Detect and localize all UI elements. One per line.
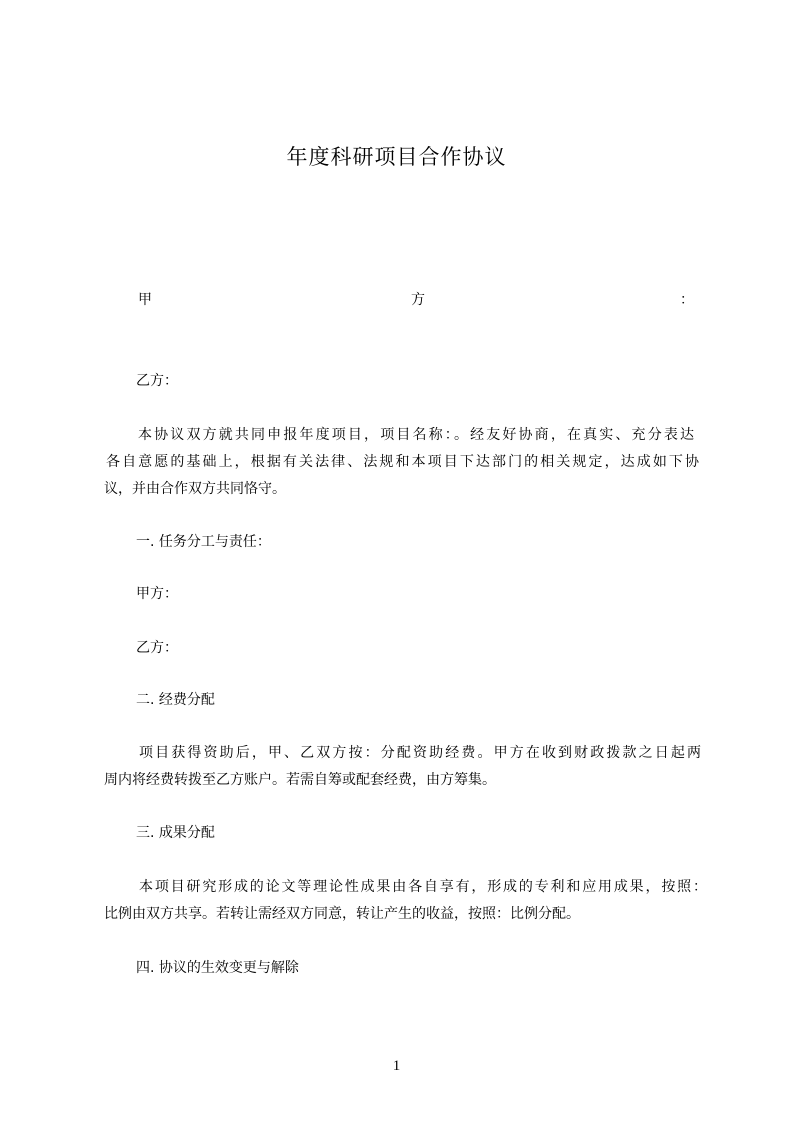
section-1-party-a: 甲方： bbox=[136, 586, 178, 602]
section-2-line-2: 周内将经费转拨至乙方账户。若需自筹或配套经费，由方筹集。 bbox=[104, 772, 496, 788]
section-3-line-1: 本项目研究形成的论文等理论性成果由各自享有，形成的专利和应用成果，按照： bbox=[139, 879, 707, 895]
party-a-char-1: 甲 bbox=[138, 292, 152, 308]
party-a-colon: ： bbox=[680, 292, 694, 308]
section-1-heading: 一. 任务分工与责任： bbox=[136, 534, 271, 550]
party-b-label: 乙方： bbox=[136, 373, 178, 389]
section-3-heading: 三. 成果分配 bbox=[136, 825, 215, 841]
section-3-line-2: 比例由双方共享。若转让需经双方同意，转让产生的收益，按照：比例分配。 bbox=[104, 906, 580, 922]
intro-line-2: 各自意愿的基础上，根据有关法律、法规和本项目下达部门的相关规定，达成如下协 bbox=[106, 454, 699, 470]
section-4-heading: 四. 协议的生效变更与解除 bbox=[136, 960, 299, 976]
page-number: 1 bbox=[392, 1058, 401, 1074]
intro-line-1: 本协议双方就共同申报年度项目，项目名称：。经友好协商，在真实、充分表达 bbox=[138, 427, 694, 443]
section-2-line-1: 项目获得资助后，甲、乙双方按：分配资助经费。甲方在收到财政拨款之日起两 bbox=[139, 745, 701, 761]
party-a-char-2: 方 bbox=[411, 292, 425, 308]
section-2-heading: 二. 经费分配 bbox=[136, 692, 215, 708]
section-1-party-b: 乙方： bbox=[136, 640, 178, 656]
intro-line-3: 议，并由合作双方共同恪守。 bbox=[104, 481, 286, 497]
document-title: 年度科研项目合作协议 bbox=[286, 145, 507, 169]
